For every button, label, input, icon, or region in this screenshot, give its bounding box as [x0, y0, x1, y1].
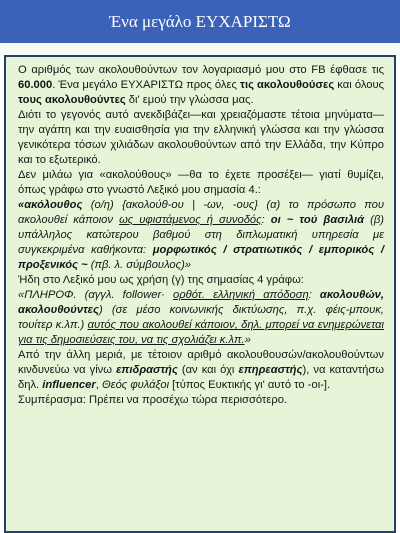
underlined-phrase: ορθότ. ελληνική απόδοση [173, 289, 309, 301]
bold-phrase: τις ακολουθούσες [239, 79, 335, 91]
paragraph-usage: Ήδη στο Λεξικό μου ως χρήση (γ) της σημασίας 4 γράφω: [18, 274, 304, 286]
example-phrase: οι ~ τού βασιλιά [270, 214, 365, 226]
header-divider [0, 43, 400, 55]
text-segment: ), να καταντήσω δηλ. [18, 364, 384, 391]
text-segment: (αν και όχι [177, 364, 239, 376]
text-segment: [τύπος Ευκτικής γι' αυτό το -οι-]. [169, 379, 331, 391]
text-segment: ) (σε μέσο κοινωνικής δικτύωσης, π.χ. φέις-μπουκ, τουίτερ κ.λπ.) [18, 304, 384, 331]
underlined-phrase: ως υφιστάμενος ή συνοδός [119, 214, 262, 226]
text-segment: . Ένα μεγάλο ΕΥΧΑΡΙΣΤΩ προς όλες [52, 79, 240, 91]
bold-italic-term: influencer [42, 379, 96, 391]
text-segment: και όλους [334, 79, 384, 91]
paragraph-influencer [18, 348, 384, 393]
text-panel [4, 55, 396, 533]
bold-phrase: ακολουθών, ακολουθούντες [18, 289, 385, 316]
text-segment: Από την άλλη μεριά, με τέτοιον αριθμό ακολουθουσών/ακολουθούντων κινδυνεύω να γίνω [18, 349, 384, 376]
text-segment: (πβ. λ. σύμβουλος)» [87, 259, 192, 271]
text-segment: δι' εμού την γλώσσα μας. [125, 94, 254, 106]
follower-count: 60.000 [18, 79, 53, 91]
bold-italic-term: επηρεαστής [238, 364, 303, 376]
headword: «ακόλουθος [18, 199, 83, 211]
text-segment: Ο αριθμός των ακολουθούντων τον λογαριασμό μου στο FB έφθασε τις [18, 64, 384, 76]
post-body [18, 63, 384, 408]
text-segment: (ο/η) {ακολούθ-ου | -ων, -ους} (α) το πρόσωπο που ακολουθεί κάποιον [18, 199, 384, 226]
text-segment: , [95, 379, 102, 391]
paragraph-announcement [18, 63, 384, 108]
bold-phrase: τους ακολουθούντες [18, 94, 126, 106]
text-segment: » [244, 334, 251, 346]
text-segment: (β) υπάλληλος κατώτερου βαθμού στη διπλωματική υπηρεσία με συγκεκριμένα καθήκοντα: [18, 214, 384, 256]
dictionary-entry-2 [18, 288, 384, 348]
example-phrase: μορφωτικός / στρατιωτικός / εμπορικός / προξενικός ~ [18, 244, 384, 271]
paragraph-reason: Διότι το γεγονός αυτό ανεκδιβάζει—και χρειαζόμαστε τέτοια μηνύματα— την αγάπη και την ευαισθησία για την ελληνική γλώσσα και την γλώσσα γενικότερα τόσων χιλιάδων ακολουθούντων από την Ελλάδα, την Κύπρο και το εξωτερικό. [18, 109, 384, 166]
italic-phrase: Θεός φυλάξοι [101, 379, 170, 391]
text-segment: : [261, 214, 271, 226]
text-segment: «ΠΛΗΡΟΦ. (αγγλ. follower· [18, 289, 173, 301]
header-title: Ένα μεγάλο ΕΥΧΑΡΙΣΤΩ [109, 11, 291, 31]
dictionary-entry-1 [18, 198, 384, 273]
post-header [0, 0, 400, 43]
bold-italic-term: επιδραστής [116, 364, 178, 376]
paragraph-terminology: Δεν μιλάω για «ακολούθους» —θα το έχετε προσέξει— γιατί θυμίζει, όπως γράφω στο γνωστό Λεξικό μου σημασία 4.: [18, 169, 384, 196]
paragraph-conclusion: Συμπέρασμα: Πρέπει να προσέχω τώρα περισσότερο. [18, 394, 288, 406]
underlined-phrase: αυτός που ακολουθεί κάποιον, δηλ. μπορεί να ενημερώνεται για τις δημοσιεύσεις του, να τις σχολιάζει κ.λπ. [18, 319, 384, 346]
text-segment: : [308, 289, 320, 301]
